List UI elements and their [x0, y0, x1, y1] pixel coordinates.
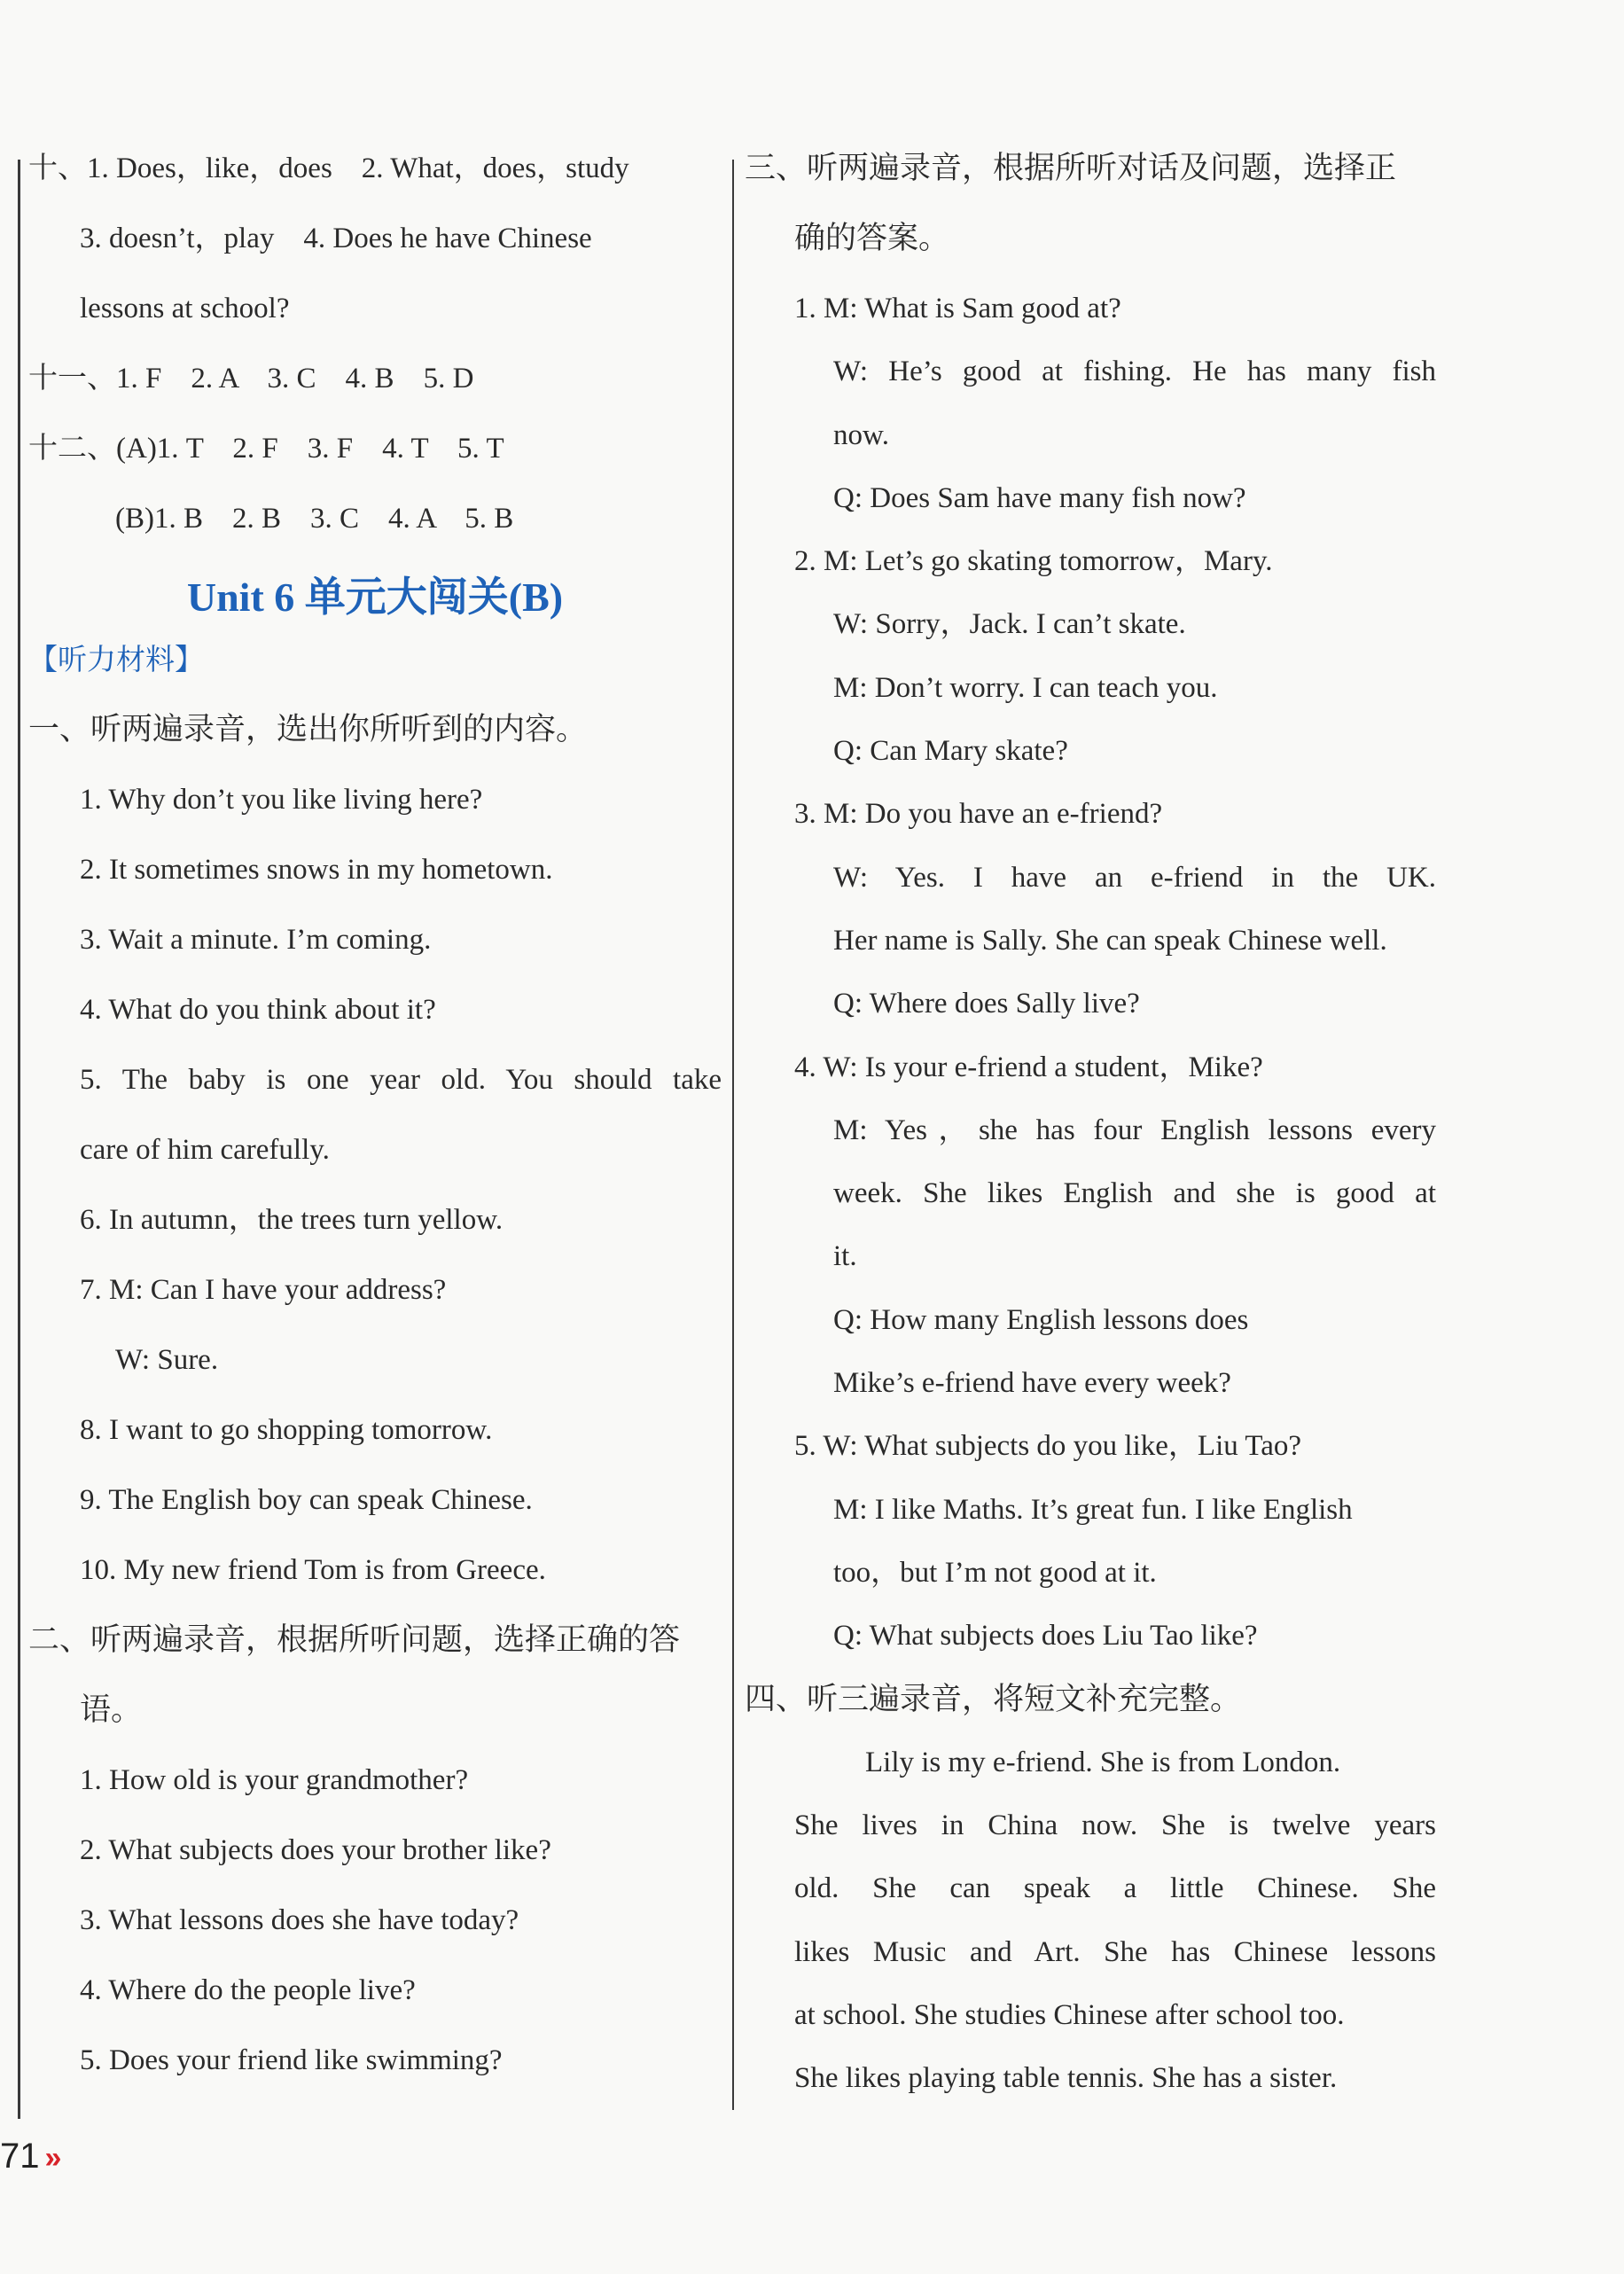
dialogue-line: M: I like Maths. It’s great fun. I like English: [833, 1493, 1353, 1526]
dialogue-line: 1. M: What is Sam good at?: [794, 293, 1121, 324]
dialogue-line: 3. M: Do you have an e-friend?: [794, 798, 1163, 831]
dialogue-line: Q: What subjects does Liu Tao like?: [833, 1620, 1258, 1653]
list-item: care of him carefully.: [80, 1134, 330, 1166]
list-item: 2. It sometimes snows in my hometown.: [80, 854, 553, 886]
list-item: 7. M: Can I have your address?: [80, 1274, 447, 1306]
dialogue-line: Q: How many English lessons does: [833, 1303, 1249, 1336]
list-item: 6. In autumn，the trees turn yellow.: [80, 1204, 504, 1236]
answer-line: 十一、1. F 2. A 3. C 4. B 5. D: [28, 363, 474, 395]
unit-title: Unit 6 单元大闯关(B): [186, 574, 564, 620]
passage-line: Lily is my e-friend. She is from London.: [865, 1746, 1341, 1778]
answer-line: 3. doesn’t，play 4. Does he have Chinese: [80, 223, 592, 254]
dialogue-line: Mike’s e-friend have every week?: [833, 1367, 1231, 1400]
list-item: 1. How old is your grandmother?: [80, 1764, 469, 1796]
right-column: [745, 151, 1436, 2124]
dialogue-line: 5. W: What subjects do you like，Liu Tao?: [794, 1430, 1302, 1463]
list-item: 8. I want to go shopping tomorrow.: [80, 1414, 493, 1446]
dialogue-line: Q: Does Sam have many fish now?: [833, 481, 1246, 514]
dialogue-line: W: Sorry，Jack. I can’t skate.: [833, 608, 1186, 641]
list-item: 3. What lessons does she have today?: [80, 1904, 519, 1936]
passage-line: She likes playing table tennis. She has a sister.: [794, 2062, 1338, 2095]
answer-line: 十、1. Does，like，does 2. What，does，study: [28, 152, 629, 184]
dialogue-line: now.: [833, 418, 889, 451]
dialogue-line: M: Don’t worry. I can teach you.: [833, 671, 1218, 704]
passage-line: likes Music and Art. She has Chinese lessons: [794, 1935, 1436, 1968]
list-item: 2. What subjects does your brother like?: [80, 1834, 551, 1866]
dialogue-line: 2. M: Let’s go skating tomorrow，Mary.: [794, 545, 1273, 578]
list-item: 5. The baby is one year old. You should take: [80, 1064, 722, 1096]
section-heading: 四、听三遍录音，将短文补充完整。: [745, 1681, 1242, 1717]
section-heading: 三、听两遍录音，根据所听对话及问题，选择正: [745, 151, 1397, 186]
passage-line: old. She can speak a little Chinese. She: [794, 1872, 1436, 1905]
list-item: 10. My new friend Tom is from Greece.: [80, 1554, 546, 1586]
page-number: [0, 2137, 61, 2176]
passage-line: at school. She studies Chinese after school too.: [794, 1999, 1345, 2032]
left-column: [28, 151, 722, 2113]
list-item: W: Sure.: [115, 1344, 219, 1376]
double-chevron-right-icon: »: [44, 2141, 62, 2175]
answer-line: (B)1. B 2. B 3. C 4. A 5. B: [115, 503, 514, 535]
list-item: 4. What do you think about it?: [80, 994, 436, 1026]
section-heading: 一、听两遍录音，选出你所听到的内容。: [28, 712, 588, 747]
dialogue-line: it.: [833, 1240, 857, 1273]
dialogue-line: M: Yes，she has four English lessons every: [833, 1114, 1436, 1146]
dialogue-line: W: He’s good at fishing. He has many fish: [833, 356, 1436, 388]
list-item: 9. The English boy can speak Chinese.: [80, 1484, 533, 1516]
dialogue-line: Her name is Sally. She can speak Chinese well.: [833, 924, 1387, 957]
answer-line: 十二、(A)1. T 2. F 3. F 4. T 5. T: [28, 433, 504, 465]
dialogue-line: Q: Where does Sally live?: [833, 988, 1140, 1020]
answer-line: lessons at school?: [80, 293, 290, 324]
dialogue-line: Q: Can Mary skate?: [833, 735, 1068, 768]
list-item: 3. Wait a minute. I’m coming.: [80, 924, 432, 956]
list-item: 1. Why don’t you like living here?: [80, 784, 483, 816]
list-item: 5. Does your friend like swimming?: [80, 2044, 503, 2076]
listening-material-tag: 【听力材料】: [28, 642, 204, 676]
list-item: 4. Where do the people live?: [80, 1974, 416, 2006]
left-margin-rule: [18, 160, 20, 2119]
passage-line: She lives in China now. She is twelve years: [794, 1809, 1436, 1842]
page-number-text: 71: [0, 2137, 40, 2176]
dialogue-line: 4. W: Is your e-friend a student，Mike?: [794, 1051, 1263, 1083]
column-divider: [732, 160, 734, 2110]
section-heading-cont: 语。: [80, 1692, 143, 1728]
dialogue-line: W: Yes. I have an e-friend in the UK.: [833, 861, 1436, 894]
section-heading: 二、听两遍录音，根据所听问题，选择正确的答: [28, 1622, 681, 1658]
dialogue-line: week. She likes English and she is good at: [833, 1177, 1436, 1210]
section-heading-cont: 确的答案。: [794, 221, 950, 256]
dialogue-line: too，but I’m not good at it.: [833, 1556, 1157, 1589]
